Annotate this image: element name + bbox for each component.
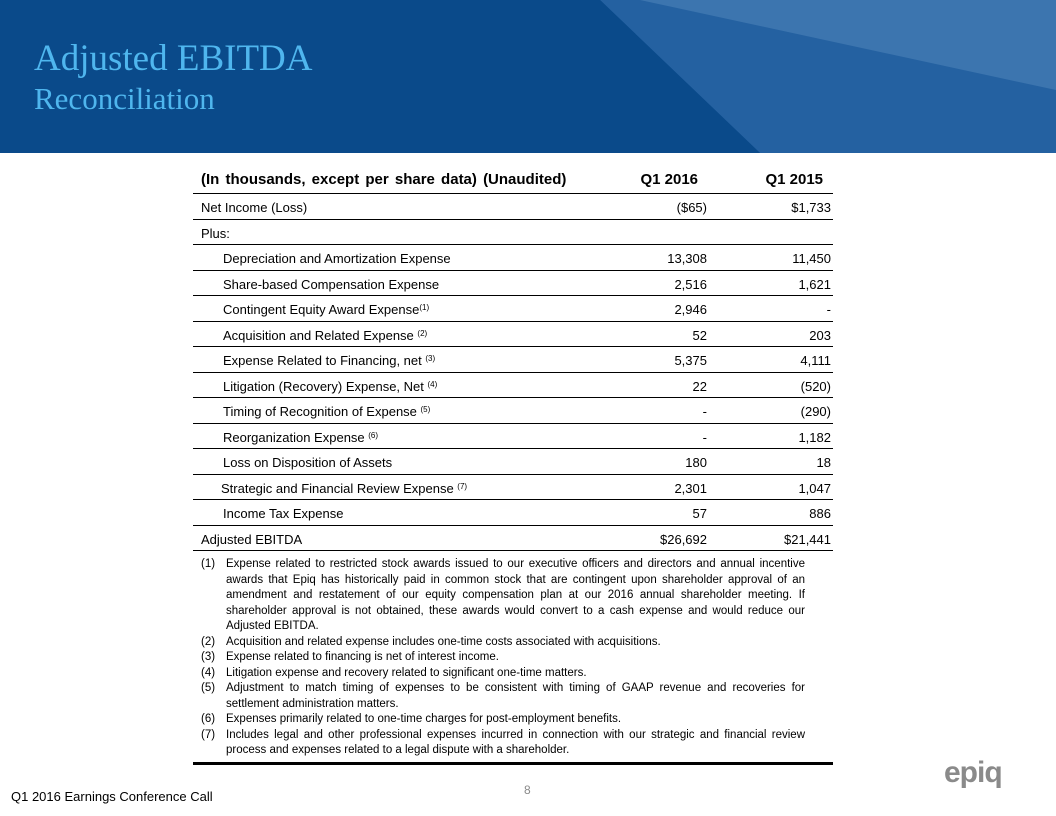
ebitda-reconciliation-table bbox=[193, 166, 833, 765]
table-row bbox=[193, 194, 833, 220]
footnote-number: (7) bbox=[201, 728, 216, 741]
footnote bbox=[193, 728, 833, 759]
q1-2015-value: $21,441 bbox=[784, 531, 831, 547]
row-label: Litigation (Recovery) Expense, Net $^{(4)}$ bbox=[223, 378, 438, 394]
row-label: Loss on Disposition of Assets bbox=[223, 455, 393, 470]
row-label: Acquisition and Related Expense $^{(2)}$ bbox=[223, 327, 428, 343]
footnote bbox=[193, 712, 833, 728]
column-header-q1-2015: Q1 2015 bbox=[765, 171, 823, 188]
row-label: Expense Related to Financing, net $^{(3)}$ bbox=[223, 353, 436, 368]
footnote-ref: (1) bbox=[419, 303, 430, 312]
table-row bbox=[193, 347, 833, 373]
row-label: Depreciation and Amortization Expense bbox=[223, 251, 451, 266]
table-row bbox=[193, 449, 833, 475]
footnote-number: (1) bbox=[201, 558, 216, 570]
column-header-q1-2016: Q1 2016 bbox=[640, 171, 698, 188]
header-banner bbox=[0, 0, 1056, 153]
footnote-number: (3) bbox=[201, 651, 216, 663]
table-header bbox=[193, 166, 833, 194]
table-row bbox=[193, 500, 833, 526]
footnote-text: Expenses primarily related to one-time charges for post-employment benefits. bbox=[226, 713, 622, 725]
footnote-ref: (3) bbox=[425, 354, 436, 363]
q1-2015-value: 1,182 bbox=[798, 429, 831, 445]
q1-2016-value: 57 bbox=[692, 506, 707, 521]
q1-2015-value: 1,047 bbox=[798, 480, 831, 496]
row-label: Plus: bbox=[201, 225, 230, 241]
footnote-ref: (4) bbox=[427, 379, 438, 389]
page-subtitle: Reconciliation bbox=[34, 81, 215, 116]
q1-2015-value: 203 bbox=[809, 327, 831, 343]
q1-2015-value: 1,621 bbox=[798, 276, 831, 292]
footnote bbox=[193, 635, 833, 651]
footnote-number: (2) bbox=[201, 635, 216, 648]
footnote bbox=[193, 666, 833, 682]
page-number: 8 bbox=[524, 783, 531, 797]
row-label: Net Income (Loss) bbox=[201, 200, 308, 215]
column-header-description: (In thousands, except per share data) (Unaudited) bbox=[201, 171, 567, 188]
page-title: Adjusted EBITDA bbox=[34, 38, 313, 79]
footnote-text: Acquisition and related expense includes one-time costs associated with acquisitions. bbox=[226, 635, 661, 648]
footnotes bbox=[193, 551, 833, 765]
footnote-number: (6) bbox=[201, 713, 216, 725]
q1-2015-value: 886 bbox=[809, 506, 831, 521]
row-label: Strategic and Financial Review Expense $^{(7)}$ bbox=[221, 480, 468, 496]
q1-2016-value: 180 bbox=[685, 455, 707, 470]
table-row bbox=[193, 296, 833, 322]
footnote-number: (4) bbox=[201, 666, 216, 679]
q1-2016-value: 13,308 bbox=[667, 251, 707, 266]
q1-2016-value: 5,375 bbox=[674, 353, 707, 368]
q1-2016-value: ($65) bbox=[676, 200, 707, 215]
table-row bbox=[193, 322, 833, 348]
footnote bbox=[193, 557, 833, 635]
q1-2015-value: 4,111 bbox=[800, 353, 831, 368]
footnote-text: Expense related to financing is net of interest income. bbox=[226, 651, 499, 663]
table-row bbox=[193, 398, 833, 424]
footnote-ref: (6) bbox=[368, 430, 379, 440]
footnote-text: Adjustment to match timing of expenses to be consistent with timing of GAAP revenue and recoveries for settlement administration matters. bbox=[226, 682, 805, 710]
footnote-ref: (5) bbox=[420, 405, 431, 414]
q1-2015-value: 18 bbox=[816, 455, 831, 470]
footnote-text: Expense related to restricted stock awards issued to our executive officers and directors and annual incentive awards that Epiq has historically paid in common stock that are contingent upon shareholder approval of an amendment and restatement of our equity compensation plan at our 2016 annual shareholder meeting. If shareholder approval is not obtained, these awards would convert to a cash expense and would reduce our Adjusted EBITDA. bbox=[226, 558, 805, 632]
row-label: Income Tax Expense bbox=[223, 506, 344, 521]
q1-2015-value: - bbox=[826, 302, 831, 317]
q1-2015-value: (520) bbox=[800, 378, 831, 394]
row-label: Adjusted EBITDA bbox=[201, 531, 303, 547]
footnote bbox=[193, 681, 833, 712]
footnote-text: Includes legal and other professional expenses incurred in connection with our strategic and financial review process and expenses related to a legal dispute with a shareholder. bbox=[226, 728, 805, 756]
table-row bbox=[193, 475, 833, 501]
q1-2016-value: 52 bbox=[692, 327, 707, 343]
logo-text: epiq bbox=[944, 759, 1002, 789]
row-label: Reorganization Expense $^{(6)}$ bbox=[223, 429, 379, 445]
footnote bbox=[193, 650, 833, 666]
row-label: Share-based Compensation Expense bbox=[223, 276, 440, 292]
footnote-number: (5) bbox=[201, 682, 216, 694]
table-row bbox=[193, 220, 833, 246]
row-label: Contingent Equity Award Expense$^{(1)}$ bbox=[223, 302, 430, 317]
q1-2015-value: (290) bbox=[800, 404, 831, 419]
table-row bbox=[193, 245, 833, 271]
q1-2016-value: - bbox=[702, 404, 707, 419]
q1-2016-value: 2,301 bbox=[674, 480, 707, 496]
q1-2016-value: - bbox=[702, 429, 707, 445]
q1-2016-value: $26,692 bbox=[660, 531, 707, 547]
q1-2016-value: 22 bbox=[692, 378, 707, 394]
table-row bbox=[193, 271, 833, 297]
table-row-total bbox=[193, 526, 833, 552]
q1-2016-value: 2,946 bbox=[674, 302, 707, 317]
footer-caption: Q1 2016 Earnings Conference Call bbox=[11, 789, 213, 804]
footnote-text: Litigation expense and recovery related to significant one-time matters. bbox=[226, 666, 587, 679]
table-row bbox=[193, 424, 833, 450]
epiq-logo bbox=[944, 759, 1020, 793]
row-label: Timing of Recognition of Expense $^{(5)}$ bbox=[223, 404, 431, 419]
q1-2015-value: $1,733 bbox=[791, 200, 831, 215]
footnote-ref: (7) bbox=[457, 481, 468, 491]
q1-2016-value: 2,516 bbox=[674, 276, 707, 292]
q1-2015-value: 11,450 bbox=[792, 251, 831, 266]
footnote-ref: (2) bbox=[417, 328, 428, 338]
table-row bbox=[193, 373, 833, 399]
